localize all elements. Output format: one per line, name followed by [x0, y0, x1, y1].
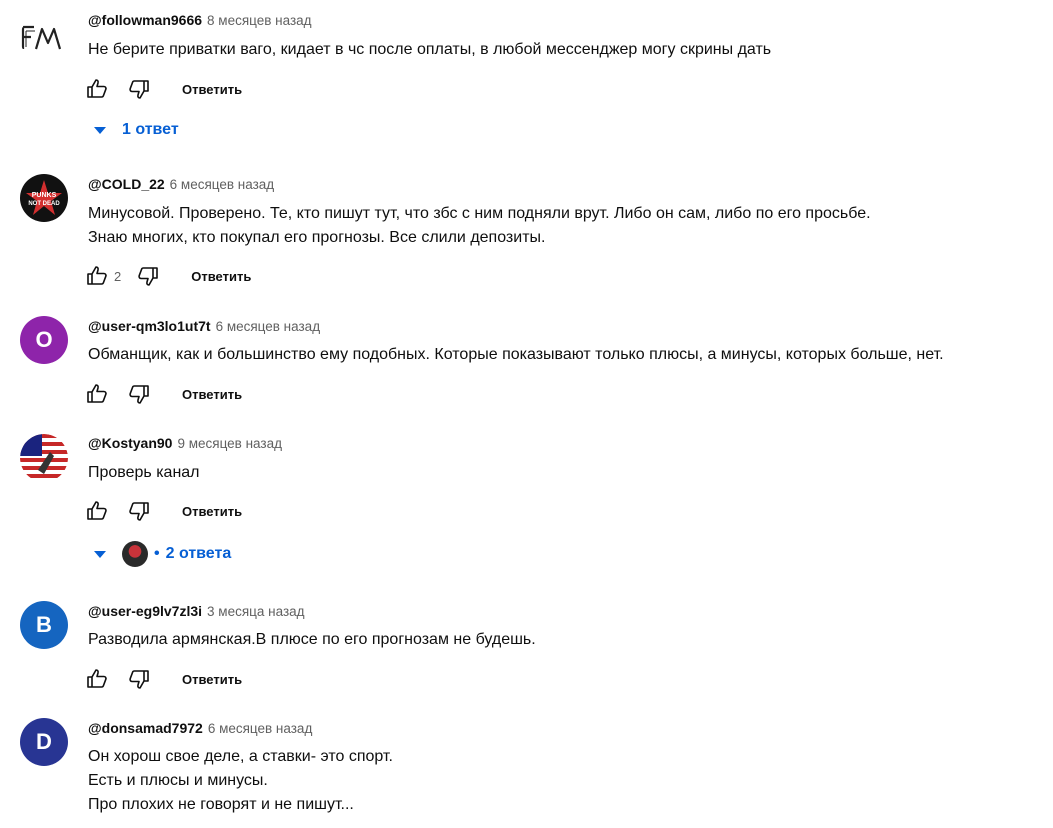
comment-author[interactable]: @followman9666 — [88, 12, 203, 28]
like-button[interactable] — [84, 667, 110, 691]
separator-dot: • — [154, 545, 160, 562]
comment-meta — [88, 12, 312, 28]
caret-down-icon — [94, 127, 106, 134]
comment-time[interactable]: 6 месяцев назад — [215, 319, 321, 334]
comment-actions — [84, 667, 242, 691]
avatar[interactable] — [20, 434, 68, 482]
comment-author[interactable]: @user-qm3lo1ut7t — [88, 318, 211, 334]
avatar[interactable] — [20, 316, 68, 364]
thumb-up-icon — [85, 382, 109, 406]
avatar-letter: D — [36, 729, 52, 754]
comment-line: Есть и плюсы и минусы. — [88, 772, 268, 789]
like-count: 2 — [114, 268, 122, 284]
comment-time[interactable]: 8 месяцев назад — [207, 13, 312, 28]
replies-toggle[interactable] — [94, 117, 179, 143]
avatar-letter: O — [35, 327, 53, 352]
comment-meta — [88, 603, 305, 619]
avatar-text: PUNKS — [31, 192, 57, 199]
like-button[interactable] — [84, 77, 110, 101]
thumb-up-icon — [85, 264, 109, 288]
comment-actions — [84, 264, 251, 288]
reply-button[interactable]: Ответить — [182, 386, 243, 402]
reply-button[interactable]: Ответить — [182, 503, 243, 519]
comment-author[interactable]: @donsamad7972 — [88, 720, 203, 736]
comment-line: Не берите приватки ваго, кидает в чс после оплаты, в любой мессенджер могу скрины дать — [88, 41, 772, 58]
replies-toggle[interactable] — [94, 541, 231, 567]
comment-line: Он хорош свое деле, а ставки- это спорт. — [88, 748, 393, 765]
like-button[interactable] — [84, 264, 110, 288]
comment-line: Знаю многих, кто покупал его прогнозы. Все слили депозиты. — [88, 229, 546, 246]
thumb-down-icon — [136, 264, 160, 288]
comment-author[interactable]: @user-eg9lv7zl3i — [88, 603, 203, 619]
comment-meta — [88, 720, 312, 736]
star-logo-icon — [20, 174, 68, 222]
comment-line: Проверь канал — [88, 464, 200, 481]
comment-text — [88, 461, 200, 485]
reply-button[interactable]: Ответить — [182, 671, 243, 687]
comment-text — [88, 343, 944, 367]
avatar[interactable] — [20, 14, 68, 62]
dislike-button[interactable] — [135, 264, 161, 288]
avatar-letter: B — [36, 612, 52, 637]
avatar[interactable] — [20, 601, 68, 649]
comment-text — [88, 628, 536, 652]
comment-actions — [84, 77, 242, 101]
replies-count: 2 ответа — [165, 545, 232, 562]
comment-text — [88, 745, 393, 817]
thumb-down-icon — [127, 499, 151, 523]
thumb-down-icon — [127, 77, 151, 101]
comment-time[interactable]: 6 месяцев назад — [169, 177, 275, 192]
avatar[interactable] — [20, 718, 68, 766]
comment-actions — [84, 382, 242, 406]
thumb-down-icon — [127, 382, 151, 406]
thumb-up-icon — [85, 667, 109, 691]
caret-down-icon — [94, 551, 106, 558]
comment-time[interactable]: 3 месяца назад — [207, 604, 305, 619]
comment-author[interactable]: @COLD_22 — [88, 176, 165, 192]
comment-time[interactable]: 6 месяцев назад — [207, 721, 313, 736]
thumb-up-icon — [85, 77, 109, 101]
comment-text — [88, 202, 871, 250]
comment-meta — [88, 435, 282, 451]
like-button[interactable] — [84, 382, 110, 406]
comment-line: Разводила армянская.В плюсе по его прогнозам не будешь. — [88, 631, 536, 648]
comment-author[interactable]: @Kostyan90 — [88, 435, 173, 451]
fm-logo-icon — [20, 23, 68, 53]
comment-line: Про плохих не говорят и не пишут... — [88, 796, 354, 813]
comment-time[interactable]: 9 месяцев назад — [177, 436, 282, 451]
reply-author-avatar — [122, 541, 148, 567]
comment-actions — [84, 499, 242, 523]
reply-button[interactable]: Ответить — [182, 81, 243, 97]
avatar[interactable] — [20, 174, 68, 222]
dislike-button[interactable] — [126, 499, 152, 523]
dislike-button[interactable] — [126, 667, 152, 691]
comment-meta — [88, 318, 320, 334]
thumb-up-icon — [85, 499, 109, 523]
comment-meta — [88, 176, 274, 192]
reply-button[interactable]: Ответить — [191, 268, 252, 284]
comment-line: Минусовой. Проверено. Те, кто пишут тут, что збс с ним подняли врут. Либо он сам, либо по его просьбе. — [88, 205, 871, 222]
dislike-button[interactable] — [126, 77, 152, 101]
thumb-down-icon — [127, 667, 151, 691]
comment-text — [88, 38, 771, 62]
avatar-text: NOT DEAD — [28, 201, 60, 207]
comment-line: Обманщик, как и большинство ему подобных. Которые показывают только плюсы, а минусы, которых больше, нет. — [88, 346, 944, 363]
us-flag-avatar-icon — [20, 434, 68, 482]
dislike-button[interactable] — [126, 382, 152, 406]
like-button[interactable] — [84, 499, 110, 523]
replies-count: 1 ответ — [122, 121, 179, 138]
